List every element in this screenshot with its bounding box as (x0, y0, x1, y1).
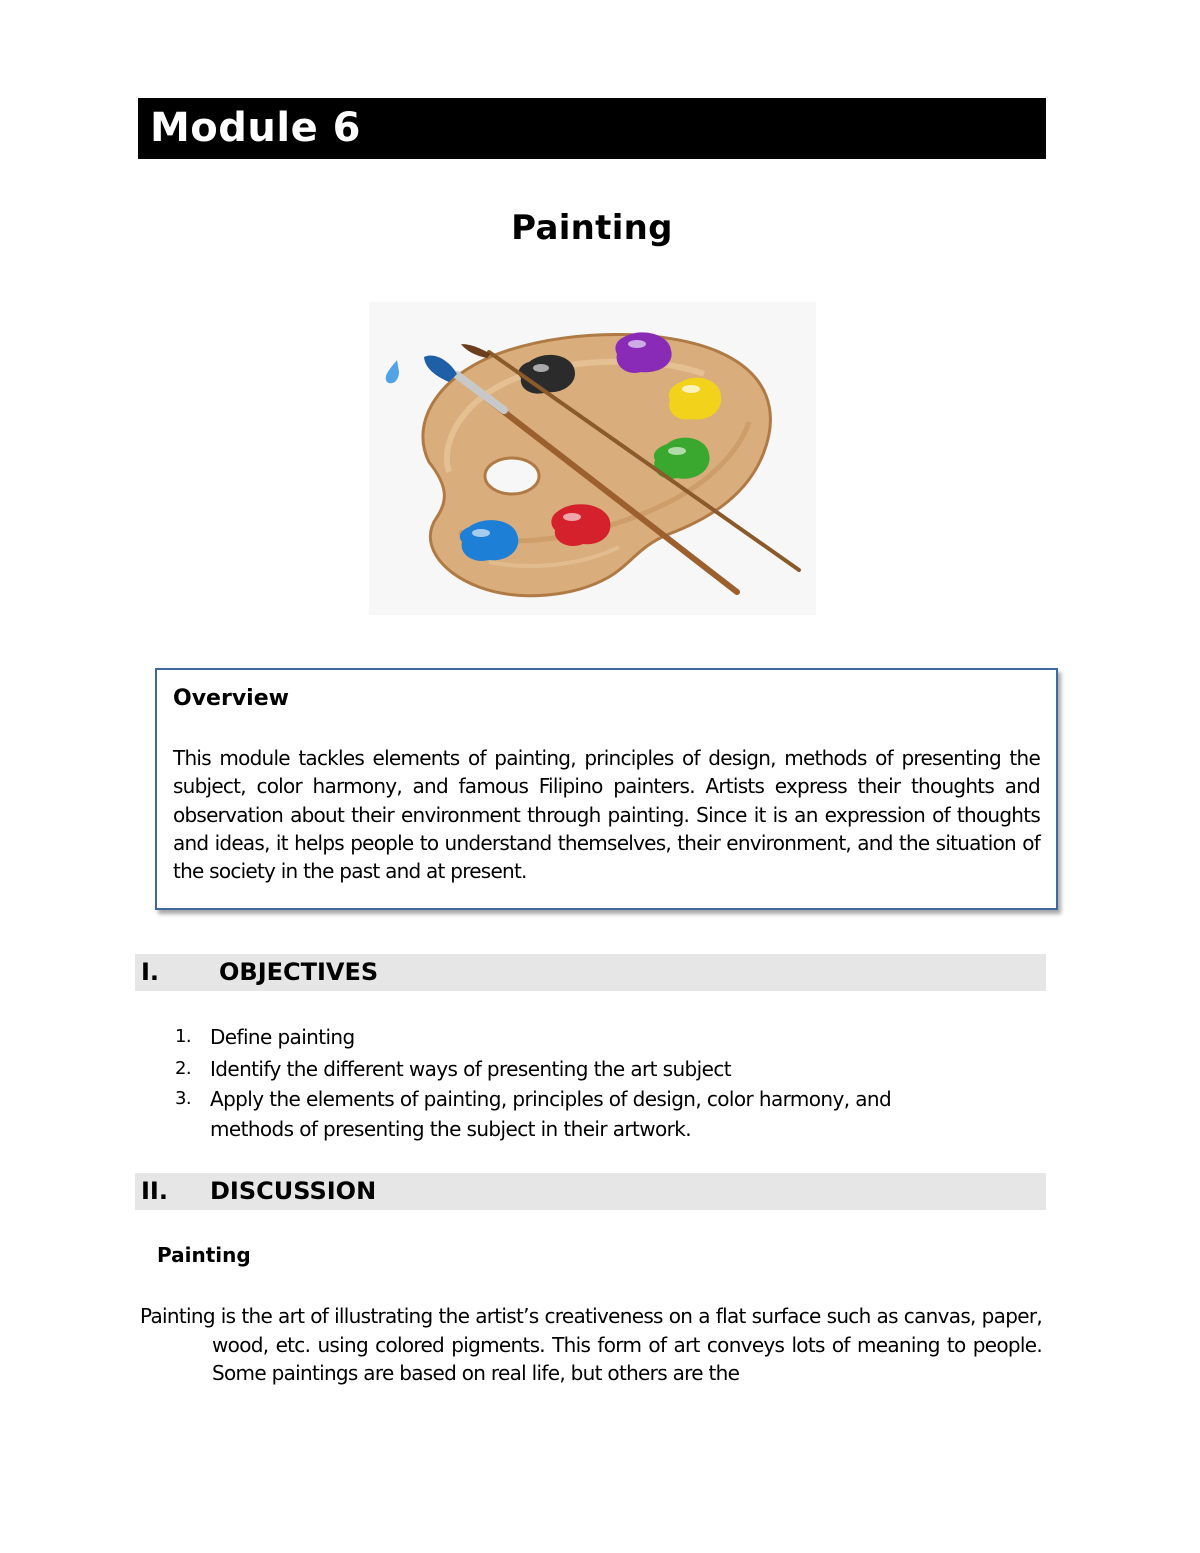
painting-subheading: Painting (157, 1243, 251, 1267)
overview-box (155, 668, 1058, 910)
discussion-number: II. (141, 1177, 168, 1205)
list-number: 3. (175, 1088, 191, 1109)
objective-text: Apply the elements of painting, principles of design, color harmony, and methods of presenting the subject in their artwork. (210, 1087, 892, 1141)
list-number: 1. (175, 1026, 191, 1047)
module-label: Module 6 (150, 105, 361, 151)
objectives-heading (135, 954, 1046, 991)
objectives-number: I. (141, 958, 160, 986)
objectives-list (172, 1022, 992, 1144)
overview-heading: Overview (173, 686, 289, 711)
list-number: 2. (175, 1058, 191, 1079)
objective-text: Define painting (210, 1025, 355, 1049)
list-item (172, 1022, 992, 1052)
objectives-title: OBJECTIVES (219, 958, 379, 986)
module-banner (138, 98, 1046, 159)
paint-palette-icon (369, 302, 816, 615)
list-item (172, 1054, 992, 1084)
objective-text: Identify the different ways of presenting the art subject (210, 1057, 731, 1081)
discussion-title: DISCUSSION (210, 1177, 377, 1205)
paint-palette-illustration (369, 302, 816, 615)
painting-paragraph: Painting is the art of illustrating the artist’s creativeness on a flat surface such as canvas, paper, wood, etc. using colored pigments. This form of art conveys lots of meaning to people. Some paintings are based on real life, but others are the (140, 1304, 1042, 1385)
overview-text: This module tackles elements of painting, principles of design, methods of presenting the subject, color harmony, and famous Filipino painters. Artists express their thoughts and observation about their environment through painting. Since it is an expression of thoughts and ideas, it helps people to understand themselves, their environment, and the situation of the society in the past and at present. (173, 746, 1040, 884)
page-title: Painting (511, 208, 673, 248)
discussion-heading (135, 1173, 1046, 1210)
list-item (172, 1084, 980, 1144)
